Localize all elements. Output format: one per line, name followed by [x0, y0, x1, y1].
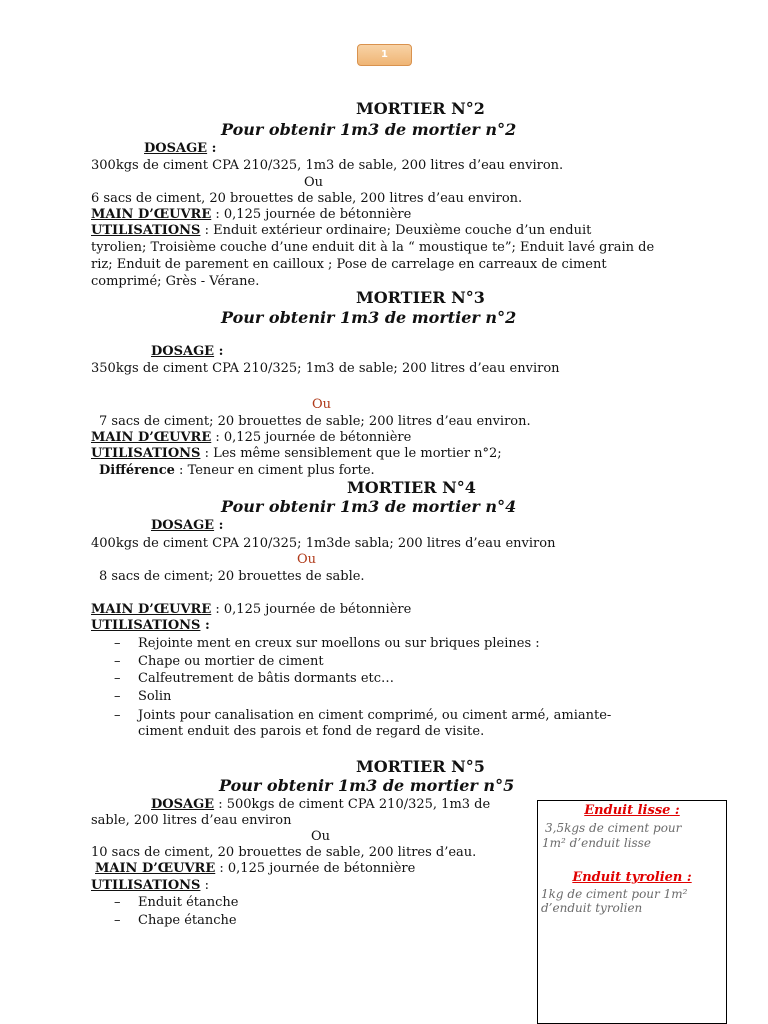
list-item — [114, 635, 540, 652]
mortier-5-ou: Ou — [311, 829, 331, 844]
main-oeuvre-label: MAIN D’ŒUVRE — [95, 861, 216, 876]
mortier-2-subtitle: Pour obtenir 1m3 de mortier n°2 — [221, 120, 517, 139]
mortier-3-line2: 7 sacs de ciment; 20 brouettes de sable; 200 litres d’eau environ. — [99, 414, 531, 429]
dosage-colon: : — [214, 518, 224, 533]
dosage-label: DOSAGE — [151, 797, 215, 812]
main-oeuvre-value: : 0,125 journée de bétonnière — [211, 602, 412, 617]
enduit-lisse-line1: 3,5kgs de ciment pour — [545, 821, 682, 835]
mortier-2-utilisations — [91, 222, 591, 239]
dosage-label: DOSAGE — [151, 518, 215, 533]
dosage-label: DOSAGE — [151, 344, 215, 359]
list-item — [114, 670, 394, 687]
enduit-lisse-title: Enduit lisse : — [584, 803, 680, 818]
main-oeuvre-label: MAIN D’ŒUVRE — [91, 602, 212, 617]
list-item-text: Chape étanche — [138, 913, 237, 928]
mortier-4-title: MORTIER N°4 — [347, 478, 476, 497]
utilisations-label: UTILISATIONS — [91, 878, 201, 893]
main-oeuvre-label: MAIN D’ŒUVRE — [91, 207, 212, 222]
mortier-3-main-oeuvre — [91, 429, 411, 446]
mortier-5-title: MORTIER N°5 — [356, 757, 485, 776]
dash-bullet: – — [114, 895, 121, 910]
mortier-5-dosage — [151, 796, 490, 813]
mortier-5-line1b: sable, 200 litres d’eau environ — [91, 813, 292, 828]
enduit-side-box — [537, 800, 727, 1024]
list-item-text: Rejointe ment en creux sur moellons ou sur briques pleines : — [138, 636, 540, 651]
list-item-text: Enduit étanche — [138, 895, 239, 910]
mortier-2-dosage — [144, 140, 216, 157]
mortier-3-line1: 350kgs de ciment CPA 210/325; 1m3 de sable; 200 litres d’eau environ — [91, 361, 560, 376]
dash-bullet: – — [114, 913, 121, 928]
mortier-4-main-oeuvre — [91, 601, 411, 618]
difference-label: Différence — [99, 463, 175, 478]
enduit-tyrolien-line1: 1kg de ciment pour 1m² — [541, 887, 688, 901]
utilisations-colon: : — [200, 618, 210, 633]
main-oeuvre-value: : 0,125 journée de bétonnière — [211, 430, 412, 445]
enduit-lisse-line2: 1m² d’enduit lisse — [542, 836, 651, 850]
mortier-5-main-oeuvre — [95, 860, 415, 877]
mortier-4-dosage — [151, 517, 223, 534]
dosage-label: DOSAGE — [144, 141, 208, 156]
list-item-text: Joints pour canalisation en ciment comprimé, ou ciment armé, amiante- — [138, 708, 612, 723]
mortier-3-title: MORTIER N°3 — [356, 288, 485, 307]
mortier-4-utilisations — [91, 617, 210, 634]
enduit-tyrolien-title: Enduit tyrolien : — [572, 870, 692, 885]
dash-bullet: – — [114, 689, 121, 704]
page-number-badge: 1 — [357, 44, 412, 66]
mortier-4-line2: 8 sacs de ciment; 20 brouettes de sable. — [99, 569, 365, 584]
list-item — [114, 707, 611, 724]
utilisations-label: UTILISATIONS — [91, 223, 201, 238]
utilisations-value: : Les même sensiblement que le mortier n°2; — [200, 446, 502, 461]
mortier-2-title: MORTIER N°2 — [356, 99, 485, 118]
dash-bullet: – — [114, 708, 121, 723]
mortier-4-ou: Ou — [297, 552, 317, 567]
dosage-colon: : — [207, 141, 217, 156]
list-item-text: Chape ou mortier de ciment — [138, 654, 324, 669]
mortier-4-line1: 400kgs de ciment CPA 210/325; 1m3de sabla; 200 litres d’eau environ — [91, 536, 556, 551]
mortier-2-main-oeuvre — [91, 206, 411, 223]
mortier-2-ou: Ou — [304, 175, 324, 190]
mortier-2-util-line2: tyrolien; Troisième couche d’une enduit dit à la “ moustique te”; Enduit lavé grain de — [91, 240, 655, 255]
mortier-3-dosage — [151, 343, 223, 360]
list-item — [114, 653, 324, 670]
dash-bullet: – — [114, 636, 121, 651]
mortier-3-difference — [99, 462, 375, 479]
dosage-colon: : — [214, 344, 224, 359]
list-item — [114, 912, 237, 929]
mortier-2-util-line3: riz; Enduit de parement en cailloux ; Pose de carrelage en carreaux de ciment — [91, 257, 607, 272]
dash-bullet: – — [114, 671, 121, 686]
mortier-2-util-line4: comprimé; Grès - Vérane. — [91, 274, 260, 289]
main-oeuvre-value: : 0,125 journée de bétonnière — [211, 207, 412, 222]
list-item-text: Solin — [138, 689, 172, 704]
list-item — [114, 688, 171, 705]
mortier-5-utilisations — [91, 877, 209, 894]
utilisations-label: UTILISATIONS — [91, 446, 201, 461]
utilisations-colon: : — [200, 878, 209, 893]
mortier-3-ou: Ou — [312, 397, 332, 412]
main-oeuvre-label: MAIN D’ŒUVRE — [91, 430, 212, 445]
mortier-2-line1: 300kgs de ciment CPA 210/325, 1m3 de sable, 200 litres d’eau environ. — [91, 158, 564, 173]
utilisations-label: UTILISATIONS — [91, 618, 201, 633]
main-oeuvre-value: : 0,125 journée de bétonnière — [215, 861, 416, 876]
list-item-text: Calfeutrement de bâtis dormants etc… — [138, 671, 395, 686]
dosage-value: : 500kgs de ciment CPA 210/325, 1m3 de — [214, 797, 491, 812]
mortier-4-subtitle: Pour obtenir 1m3 de mortier n°4 — [221, 497, 517, 516]
mortier-5-line2: 10 sacs de ciment, 20 brouettes de sable, 200 litres d’eau. — [91, 845, 477, 860]
utilisations-line: : Enduit extérieur ordinaire; Deuxième couche d’un enduit — [200, 223, 592, 238]
mortier-3-subtitle: Pour obtenir 1m3 de mortier n°2 — [221, 308, 517, 327]
enduit-tyrolien-line2: d’enduit tyrolien — [541, 901, 643, 915]
dash-bullet: – — [114, 654, 121, 669]
mortier-5-subtitle: Pour obtenir 1m3 de mortier n°5 — [219, 776, 515, 795]
list-item — [114, 894, 238, 911]
mortier-3-utilisations — [91, 445, 502, 462]
difference-value: : Teneur en ciment plus forte. — [174, 463, 375, 478]
mortier-2-line2: 6 sacs de ciment, 20 brouettes de sable, 200 litres d’eau environ. — [91, 191, 523, 206]
list-item-continuation: ciment enduit des parois et fond de regard de visite. — [138, 724, 485, 739]
